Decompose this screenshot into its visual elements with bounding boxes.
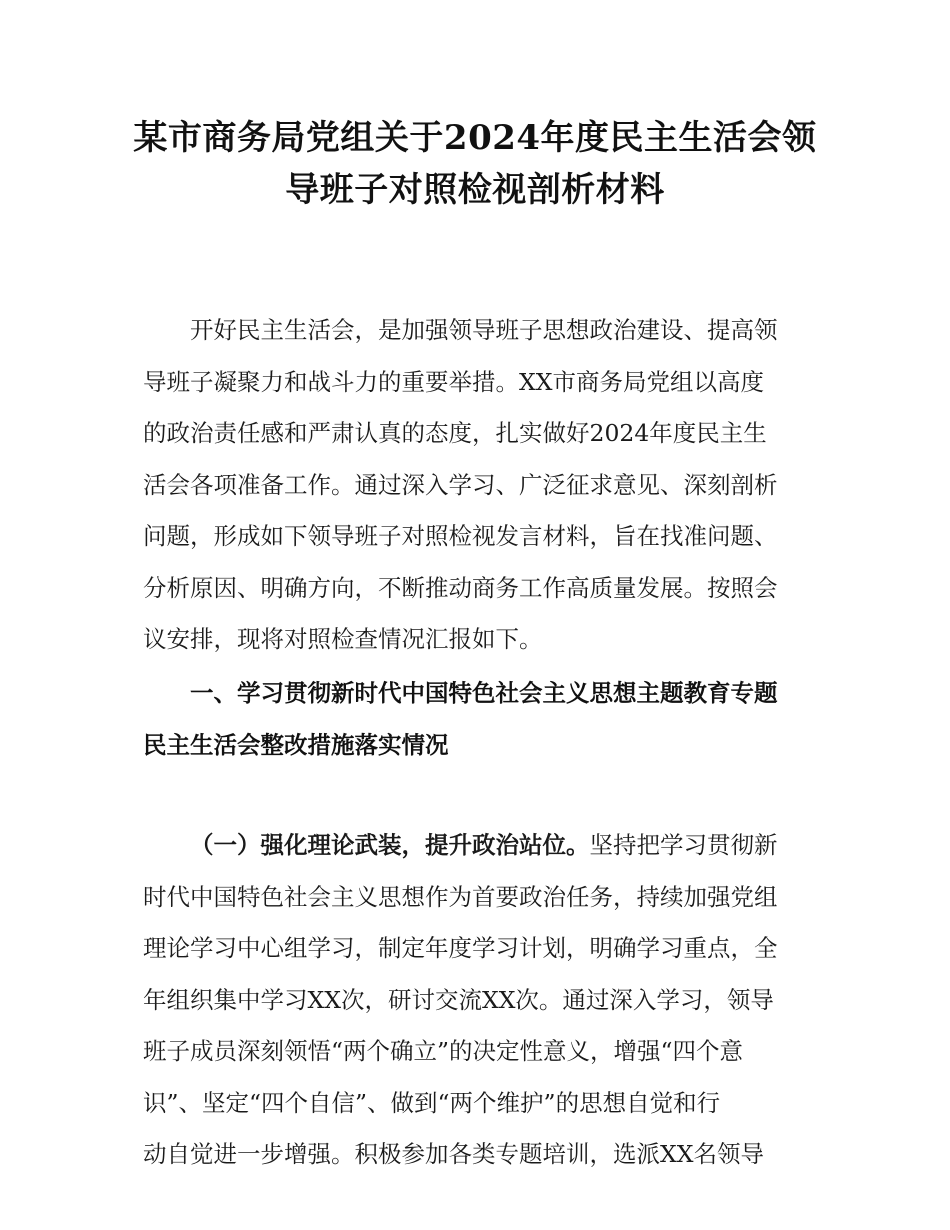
intro-line: 导班子凝聚力和战斗力的重要举措。XX市商务局党组以高度 [143, 367, 764, 396]
intro-line: 活会各项准备工作。通过深入学习、广泛征求意见、深刻剖析 [143, 470, 778, 499]
subsection-line: 年组织集中学习XX次，研讨交流XX次。通过深入学习，领导 [143, 985, 774, 1014]
subsection-line: 理论学习中心组学习，制定年度学习计划，明确学习重点，全 [143, 934, 778, 962]
section-heading-line-1: 一、学习贯彻新时代中国特色社会主义思想主题教育专题 [190, 679, 778, 707]
subsection-heading: （一）强化理论武装，提升政治站位。 [190, 831, 590, 859]
intro-paragraph [143, 305, 810, 666]
subsection-paragraph [143, 820, 810, 1181]
intro-line: 议安排，现将对照检查情况汇报如下。 [143, 625, 543, 653]
subsection-first-line [143, 820, 810, 872]
document-title [100, 112, 850, 216]
intro-line: 问题，形成如下领导班子对照检视发言材料，旨在找准问题、 [143, 522, 778, 550]
intro-line: 的政治责任感和严肃认真的态度，扎实做好2024年度民主生 [143, 419, 767, 447]
subsection-line: 班子成员深刻领悟“两个确立”的决定性意义，增强“四个意 [143, 1037, 744, 1065]
subsection-line: 时代中国特色社会主义思想作为首要政治任务，持续加强党组 [143, 882, 778, 911]
title-line-1: 某市商务局党组关于2024年度民主生活会领 [133, 118, 817, 158]
subsection-line: 识”、坚定“四个自信”、做到“两个维护”的思想自觉和行 [143, 1088, 721, 1117]
title-line-2: 导班子对照检视剖析材料 [285, 170, 665, 210]
subsection-first-line-text: 坚持把学习贯彻新 [589, 831, 778, 859]
intro-line: 分析原因、明确方向，不断推动商务工作高质量发展。按照会 [143, 573, 778, 602]
subsection-line: 动自觉进一步增强。积极参加各类专题培训，选派XX名领导 [143, 1140, 764, 1168]
section-heading-line-2: 民主生活会整改措施落实情况 [143, 731, 449, 759]
section-heading-1 [143, 667, 810, 771]
intro-line: 开好民主生活会，是加强领导班子思想政治建设、提高领 [190, 316, 778, 344]
